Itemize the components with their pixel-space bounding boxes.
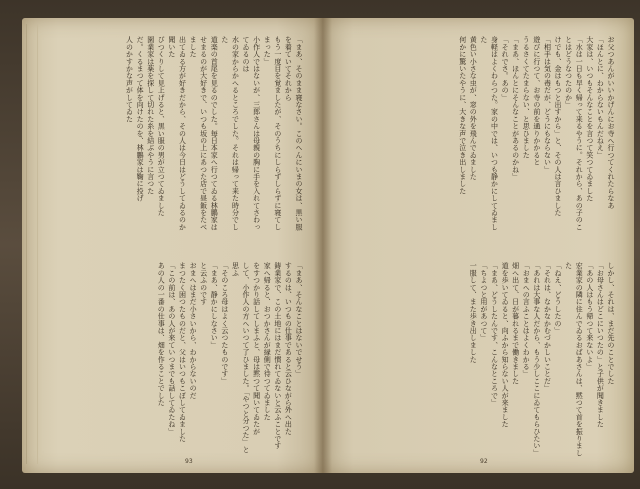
- text-column: けでも、金はもつと出すから」と、その人は言ひました: [554, 36, 563, 216]
- text-column: 「相手は気の毒だが、どうにもならない」: [543, 36, 552, 173]
- left-page-top-text: [42, 36, 304, 232]
- text-column: 出てゐる方が好きだから、その人は今日はどうしてゐるのか聞いた: [167, 36, 187, 231]
- text-column: まつたく困つたものだと、父はいつもこぼしてゐました: [178, 262, 187, 442]
- right-page-number: 92: [480, 458, 488, 465]
- text-column: 一服して、また歩き出しました: [469, 262, 478, 363]
- text-column: 道を歩いてゐると、向ふから知らない人が来ました: [501, 262, 510, 428]
- text-column: 「あの人はもう帰つて来ないよ」: [585, 262, 594, 370]
- left-page-number: 93: [185, 458, 193, 465]
- text-column: 「ねえ、どうしたの」: [554, 262, 563, 334]
- text-column: うるさくてたまらない、と思ひました: [522, 36, 531, 159]
- left-page-bottom-text: [42, 262, 304, 458]
- text-column: 宏業家の隣に住んでゐるおばあさんは、黙つて首を振りました: [564, 262, 584, 457]
- text-column: 「お母さんはどこにいつたの」と子供が聞きました: [596, 262, 605, 428]
- text-column: 「ほんとに、わからないもんだねえ」: [596, 36, 605, 159]
- text-column: 人のかすかな声がしてゐた: [125, 36, 134, 123]
- text-column: 「水は一日も早く帰って来るやうに。それから、あの子のことはどうなつたのか」: [564, 36, 584, 231]
- text-column: 黄色い小さな虫が、窓の外を飛んでゐました: [469, 36, 478, 180]
- left-page: [22, 18, 322, 473]
- text-column: だ。くるまつて体を向けたのを、林鵬家は鞠に投げ: [136, 36, 145, 202]
- text-column: あの人の一番の仕事は、畑を作ることでした: [157, 262, 166, 406]
- open-book: [22, 18, 634, 473]
- text-column: しかし、それは、まだ先のことでした: [607, 262, 615, 385]
- text-column: 水の家からかへるところでした。それは帰って来た時分でした: [220, 36, 240, 231]
- text-column: 畑へ出て、日が暮れるまで働きました: [511, 262, 520, 385]
- text-column: 家へ帰ると、おつかさんが縁側で待つてゐました: [263, 262, 272, 421]
- text-column: して、小作人の方へいつて了ひました。「やつと分つた」と思ふ: [231, 262, 251, 453]
- text-column: 「ちよつと用があつて」: [479, 262, 488, 342]
- right-page-top-text: [346, 36, 616, 232]
- text-column: をすつかり話してしまふと、母は黙つて聞いてゐたが: [252, 262, 261, 435]
- text-column: 道楽の首尾を見るのでした。毎日本家へ行つてゐる林鵬家は: [210, 36, 219, 231]
- text-column: 「おまへの言ふことはよくわかる」: [522, 262, 531, 378]
- text-column: 「まあ、そんなことはないでせう」: [295, 262, 303, 378]
- right-page-bottom-text: [346, 262, 616, 458]
- text-column: びつくりして見上げると、黒い服の男が立つてゐました: [157, 36, 166, 216]
- text-column: おまへはまだ小さいから、わからないのだ: [189, 262, 198, 399]
- text-column: 遊びに行つて、お寺の前を通りかかると: [532, 36, 541, 166]
- text-column: 何かに驚いたやうに、大きな声で泣き出しました: [458, 36, 467, 195]
- text-column: 大家は、いつもそんなことを言つて笑つてゐました: [585, 36, 594, 202]
- text-column: 「あれは大事な人だから、もう少しここにゐてもらひたい」: [532, 262, 541, 457]
- text-column: お父つあんがいいかげんにお寺へ行つてくれたらなあ: [607, 36, 615, 209]
- text-column: せまるのが大好きで、いつも坂の上にあつた店で昼飯をたべました: [189, 36, 208, 231]
- text-column: もう一度目を覚ましたが、そのうちにしらずしらずに寝てしまった」: [263, 36, 282, 231]
- text-column: 「まあ、静かにしなさい」: [210, 262, 219, 349]
- text-column: 「この前は、あの人が来ていつまでも話してゐたね」: [167, 262, 176, 435]
- text-column: 「それでさ。あの」: [501, 36, 510, 101]
- text-column: 鋳業家で、この土地にはまだ慣れてゐないと云ふことです: [273, 262, 282, 450]
- text-column: 「まあ、そのまま寝なさい。このへんにいまの女は、黒い服を着ていてそれから: [284, 36, 303, 231]
- right-page: [322, 18, 634, 473]
- text-column: 園業家は薬を探して切れた糸を結ぶやうに言つた: [146, 36, 155, 195]
- text-column: するのは、いつもの仕事であると云ひながら外へ出た: [284, 262, 293, 435]
- text-column: と云ふのです: [199, 262, 208, 306]
- text-column: 「まあ、ほんとにそんなことがあるのかね」: [511, 36, 520, 180]
- text-column: 身軽はよくわらつた。家の中では、いつも静かにしてゐました: [479, 36, 499, 231]
- text-column: 「まあ、どうしたんです、こんなところで」: [490, 262, 499, 406]
- text-column: 「そのころ母はよく云つたものです」: [220, 262, 229, 385]
- text-column: 「それは、なかなかむづかしいことだ」: [543, 262, 552, 392]
- page-stack-edge: [26, 24, 38, 464]
- text-column: 小作人ではないが、三郎さんは母親の胸に手を入れてさわってゐるのは: [242, 36, 261, 231]
- book-gutter: [314, 18, 332, 473]
